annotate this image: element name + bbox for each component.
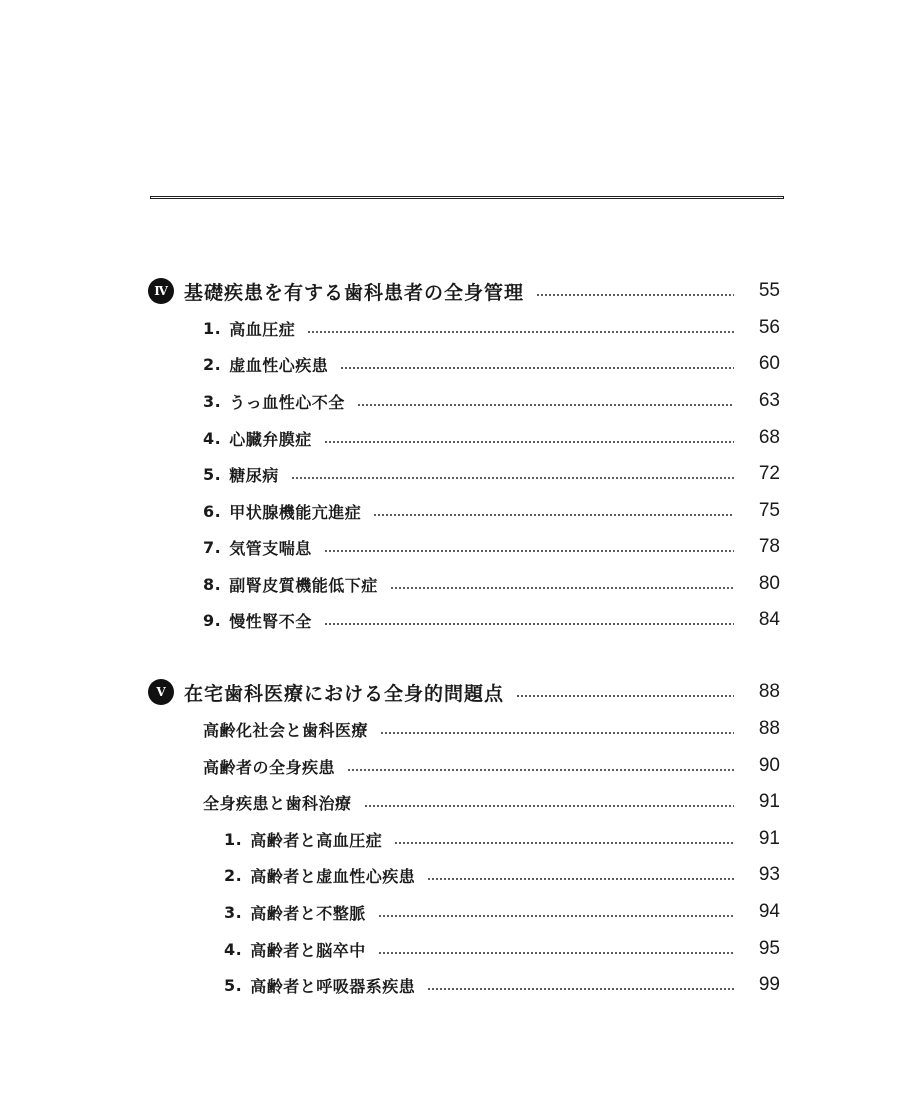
dot-leader [357, 404, 734, 406]
dot-leader [340, 367, 734, 369]
page-number: 55 [758, 280, 780, 301]
item-number: 1. [224, 829, 243, 849]
dot-leader [380, 732, 734, 734]
section-numeral-badge: Ⅳ [148, 278, 174, 304]
toc-item[interactable] [224, 934, 780, 964]
item-number: 2. [203, 354, 222, 374]
toc-item[interactable] [203, 313, 780, 343]
page-number: 91 [758, 828, 780, 849]
dot-leader [291, 477, 734, 479]
item-title: 高齢者と呼吸器系疾患 [250, 976, 416, 996]
item-number: 6. [203, 501, 222, 521]
item-title: 高齢者と不整脈 [250, 903, 366, 923]
item-number: 3. [203, 391, 222, 411]
page-number: 88 [758, 718, 780, 739]
page-number: 84 [758, 609, 780, 630]
page-number: 63 [758, 390, 780, 411]
item-title: 高齢者と虚血性心疾患 [250, 866, 416, 886]
toc-item[interactable] [224, 970, 780, 1000]
page-number: 60 [758, 353, 780, 374]
item-title: うっ血性心不全 [229, 392, 345, 412]
dot-leader [427, 988, 734, 990]
toc-item[interactable] [203, 532, 780, 562]
toc-item[interactable] [203, 714, 780, 744]
page-number: 95 [758, 938, 780, 959]
item-title: 高血圧症 [229, 319, 296, 339]
page-number: 88 [758, 681, 780, 702]
toc-item[interactable] [224, 860, 780, 890]
item-number: 9. [203, 610, 222, 630]
dot-leader [378, 915, 734, 917]
item-number: 7. [203, 537, 222, 557]
item-number: 4. [203, 428, 222, 448]
item-title: 甲状腺機能亢進症 [229, 502, 362, 522]
toc-item[interactable] [203, 496, 780, 526]
item-number: 4. [224, 939, 243, 959]
item-number: 1. [203, 318, 222, 338]
page-number: 94 [758, 901, 780, 922]
page-number: 72 [758, 463, 780, 484]
item-title: 副腎皮質機能低下症 [229, 575, 378, 595]
item-title: 虚血性心疾患 [229, 355, 329, 375]
dot-leader [347, 769, 734, 771]
toc-item[interactable] [203, 787, 780, 817]
page-number: 68 [758, 427, 780, 448]
toc-item[interactable] [203, 349, 780, 379]
section-numeral-badge: Ⅴ [148, 679, 174, 705]
page-number: 90 [758, 755, 780, 776]
item-title: 心臓弁膜症 [229, 429, 312, 449]
dot-leader [394, 842, 734, 844]
section-title: 基礎疾患を有する歯科患者の全身管理 [184, 281, 525, 304]
page-number: 93 [758, 864, 780, 885]
dot-leader [390, 587, 734, 589]
dot-leader [536, 294, 734, 296]
toc-section-4[interactable] [148, 276, 780, 306]
toc-item[interactable] [224, 897, 780, 927]
item-title: 全身疾患と歯科治療 [203, 793, 352, 813]
dot-leader [364, 805, 734, 807]
toc-item[interactable] [203, 569, 780, 599]
toc-item[interactable] [224, 824, 780, 854]
item-title: 気管支喘息 [229, 538, 312, 558]
item-number: 8. [203, 574, 222, 594]
toc-item[interactable] [203, 423, 780, 453]
item-title: 高齢者と脳卒中 [250, 940, 366, 960]
dot-leader [324, 550, 734, 552]
page-number: 75 [758, 500, 780, 521]
dot-leader [324, 623, 734, 625]
toc-item[interactable] [203, 386, 780, 416]
dot-leader [307, 331, 734, 333]
item-title: 高齢化社会と歯科医療 [203, 720, 369, 740]
toc-item[interactable] [203, 459, 780, 489]
page-number: 78 [758, 536, 780, 557]
toc-item[interactable] [203, 605, 780, 635]
page-number: 80 [758, 573, 780, 594]
dot-leader [516, 695, 734, 697]
toc-item[interactable] [203, 751, 780, 781]
header-rule [150, 196, 784, 199]
dot-leader [378, 952, 734, 954]
dot-leader [373, 514, 734, 516]
item-title: 慢性腎不全 [229, 611, 312, 631]
page-number: 56 [758, 317, 780, 338]
item-title: 高齢者の全身疾患 [203, 757, 336, 777]
item-number: 2. [224, 865, 243, 885]
dot-leader [324, 441, 734, 443]
page-number: 91 [758, 791, 780, 812]
item-title: 糖尿病 [229, 465, 279, 485]
section-title: 在宅歯科医療における全身的問題点 [184, 682, 505, 705]
dot-leader [427, 878, 734, 880]
item-number: 5. [203, 464, 222, 484]
item-number: 3. [224, 902, 243, 922]
item-number: 5. [224, 975, 243, 995]
item-title: 高齢者と高血圧症 [250, 830, 383, 850]
toc-section-5[interactable] [148, 677, 780, 707]
page-number: 99 [758, 974, 780, 995]
